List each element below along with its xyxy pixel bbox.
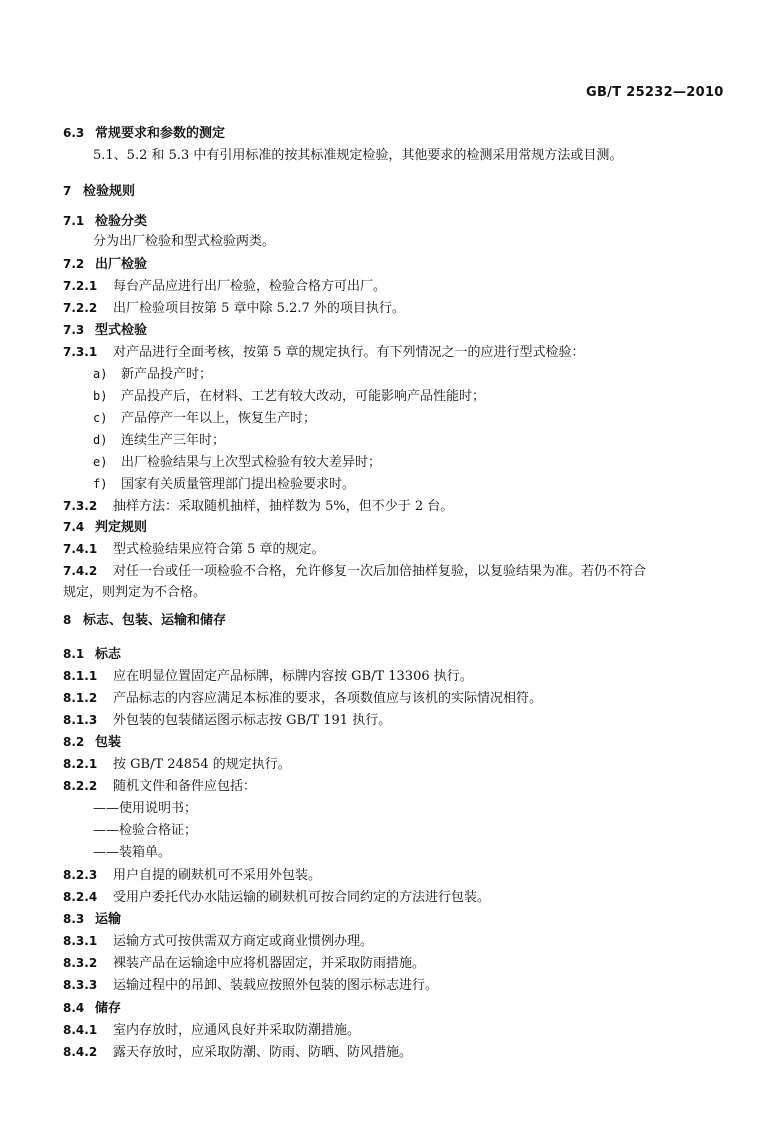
clause-text: 裸装产品在运输途中应将机器固定，并采取防雨措施。 (113, 956, 426, 971)
list-marker: f) (93, 477, 108, 491)
clause-text: 应在明显位置固定产品标牌，标牌内容按 GB/T 13306 执行。 (113, 669, 473, 684)
clause-text: 分为出厂检验和型式检验两类。 (93, 234, 276, 249)
clause-text: 每台产品应进行出厂检验，检验合格方可出厂。 (113, 279, 387, 294)
text-line (63, 612, 226, 629)
clause-text: 规定，则判定为不合格。 (63, 585, 207, 600)
clause-number: 8.2.4 (63, 890, 98, 904)
clause-text: 受用户委托代办水陆运输的刷麸机可按合同约定的方法进行包装。 (113, 890, 491, 905)
text-line (63, 1044, 412, 1061)
clause-text: 随机文件和备件应包括： (113, 779, 257, 794)
clause-number: 8.3.1 (63, 934, 98, 948)
text-line (63, 213, 147, 230)
text-line (63, 322, 147, 339)
text-line (63, 646, 121, 663)
clause-number: 7.2.1 (63, 279, 98, 293)
clause-number: 8.4 (63, 1001, 85, 1015)
text-line (93, 801, 197, 817)
clause-heading: 包装 (95, 735, 122, 750)
clause-heading: 型式检验 (95, 323, 148, 338)
clause-number: 8.2.3 (63, 868, 98, 882)
clause-text: 产品标志的内容应满足本标准的要求，各项数值应与该机的实际情况相符。 (113, 691, 543, 706)
text-line (63, 278, 386, 295)
text-line (63, 519, 147, 536)
text-line (63, 911, 121, 928)
clause-text: 出厂检验结果与上次型式检验有较大差异时； (121, 455, 382, 470)
clause-heading: 标志 (95, 647, 122, 662)
clause-text: 按 GB/T 24854 的规定执行。 (113, 757, 291, 772)
text-line (63, 183, 135, 200)
clause-text: 室内存放时，应通风良好并采取防潮措施。 (113, 1023, 361, 1038)
clause-heading: 常规要求和参数的测定 (95, 126, 226, 141)
clause-number: 8.1.3 (63, 713, 98, 727)
text-line (63, 889, 490, 906)
document-id: GB/T 25232—2010 (586, 85, 724, 100)
clause-number: 8.3 (63, 912, 85, 926)
clause-heading: 检验分类 (95, 214, 148, 229)
clause-number: 8.4.2 (63, 1045, 98, 1059)
clause-number: 6.3 (63, 126, 85, 140)
text-line (93, 432, 225, 449)
text-line (63, 563, 646, 580)
text-line (63, 256, 147, 273)
clause-number: 7.3.1 (63, 345, 98, 359)
text-line (93, 366, 212, 383)
text-line (63, 1022, 360, 1039)
clause-text: ——装箱单。 (93, 845, 172, 860)
clause-text: 型式检验结果应符合第 5 章的规定。 (113, 542, 325, 557)
text-line (63, 541, 325, 558)
clause-number: 8.1.2 (63, 691, 98, 705)
clause-text: 产品投产后，在材料、工艺有较大改动，可能影响产品性能时； (121, 389, 486, 404)
clause-text: 对产品进行全面考核，按第 5 章的规定执行。有下列情况之一的应进行型式检验： (113, 345, 585, 360)
clause-number: 8.1.1 (63, 669, 98, 683)
clause-number: 7.2 (63, 257, 85, 271)
clause-text: 新产品投产时； (121, 367, 213, 382)
list-marker: d) (93, 433, 108, 447)
text-line (93, 388, 485, 405)
text-line (63, 712, 391, 729)
clause-number: 8.4.1 (63, 1023, 98, 1037)
clause-text: ——检验合格证； (93, 823, 198, 838)
clause-number: 8.2 (63, 735, 85, 749)
clause-heading: 标志、包装、运输和储存 (83, 613, 227, 628)
text-line (63, 690, 542, 707)
clause-text: 运输过程中的吊卸、装载应按照外包装的图示标志进行。 (113, 978, 439, 993)
text-line (63, 125, 225, 142)
text-line (63, 734, 121, 751)
clause-text: 外包装的包装储运图示标志按 GB/T 191 执行。 (113, 713, 392, 728)
clause-text: 抽样方法：采取随机抽样，抽样数为 5%，但不少于 2 台。 (113, 499, 454, 514)
text-line (63, 300, 405, 317)
list-marker: a) (93, 367, 108, 381)
clause-number: 7.3 (63, 323, 85, 337)
clause-number: 7.1 (63, 214, 85, 228)
text-line (63, 668, 473, 685)
clause-number: 7 (63, 184, 72, 198)
clause-text: ——使用说明书； (93, 801, 198, 816)
text-line (63, 778, 256, 795)
clause-heading: 运输 (95, 912, 122, 927)
clause-text: 对任一台或任一项检验不合格，允许修复一次后加倍抽样复验，以复验结果为准。若仍不符合 (113, 564, 647, 579)
text-line (63, 344, 585, 361)
text-line (63, 955, 425, 972)
clause-number: 8.3.2 (63, 956, 98, 970)
text-line (63, 585, 206, 601)
clause-text: 产品停产一年以上，恢复生产时； (121, 411, 317, 426)
list-marker: e) (93, 455, 108, 469)
clause-number: 7.4 (63, 520, 85, 534)
clause-number: 8.3.3 (63, 978, 98, 992)
clause-text: 5.1、5.2 和 5.3 中有引用标准的按其标准规定检验，其他要求的检测采用常规方法或目测。 (93, 148, 623, 163)
text-line (63, 933, 373, 950)
clause-number: 8.2.1 (63, 757, 98, 771)
text-line (93, 845, 171, 861)
clause-text: 露天存放时，应采取防潮、防雨、防晒、防风措施。 (113, 1045, 413, 1060)
text-line (93, 476, 355, 493)
clause-text: 连续生产三年时； (121, 433, 226, 448)
clause-text: 出厂检验项目按第 5 章中除 5.2.7 外的项目执行。 (113, 301, 405, 316)
clause-number: 7.2.2 (63, 301, 98, 315)
text-line (93, 454, 381, 471)
clause-text: 用户自提的刷麸机可不采用外包装。 (113, 868, 322, 883)
text-line (63, 1000, 121, 1017)
clause-text: 国家有关质量管理部门提出检验要求时。 (121, 477, 356, 492)
clause-heading: 储存 (95, 1001, 122, 1016)
text-line (63, 756, 291, 773)
list-marker: b) (93, 389, 108, 403)
text-line (93, 148, 622, 164)
text-line (63, 977, 438, 994)
clause-heading: 判定规则 (95, 520, 148, 535)
text-line (93, 234, 275, 250)
clause-number: 8.2.2 (63, 779, 98, 793)
clause-number: 8.1 (63, 647, 85, 661)
text-line (63, 867, 321, 884)
list-marker: c) (93, 411, 108, 425)
clause-text: 运输方式可按供需双方商定或商业惯例办理。 (113, 934, 374, 949)
text-line (93, 410, 316, 427)
clause-number: 7.4.1 (63, 542, 98, 556)
clause-number: 7.3.2 (63, 499, 98, 513)
text-line (93, 823, 197, 839)
clause-number: 7.4.2 (63, 564, 98, 578)
clause-heading: 检验规则 (83, 184, 136, 199)
clause-heading: 出厂检验 (95, 257, 148, 272)
text-line (63, 498, 453, 515)
clause-number: 8 (63, 613, 72, 627)
